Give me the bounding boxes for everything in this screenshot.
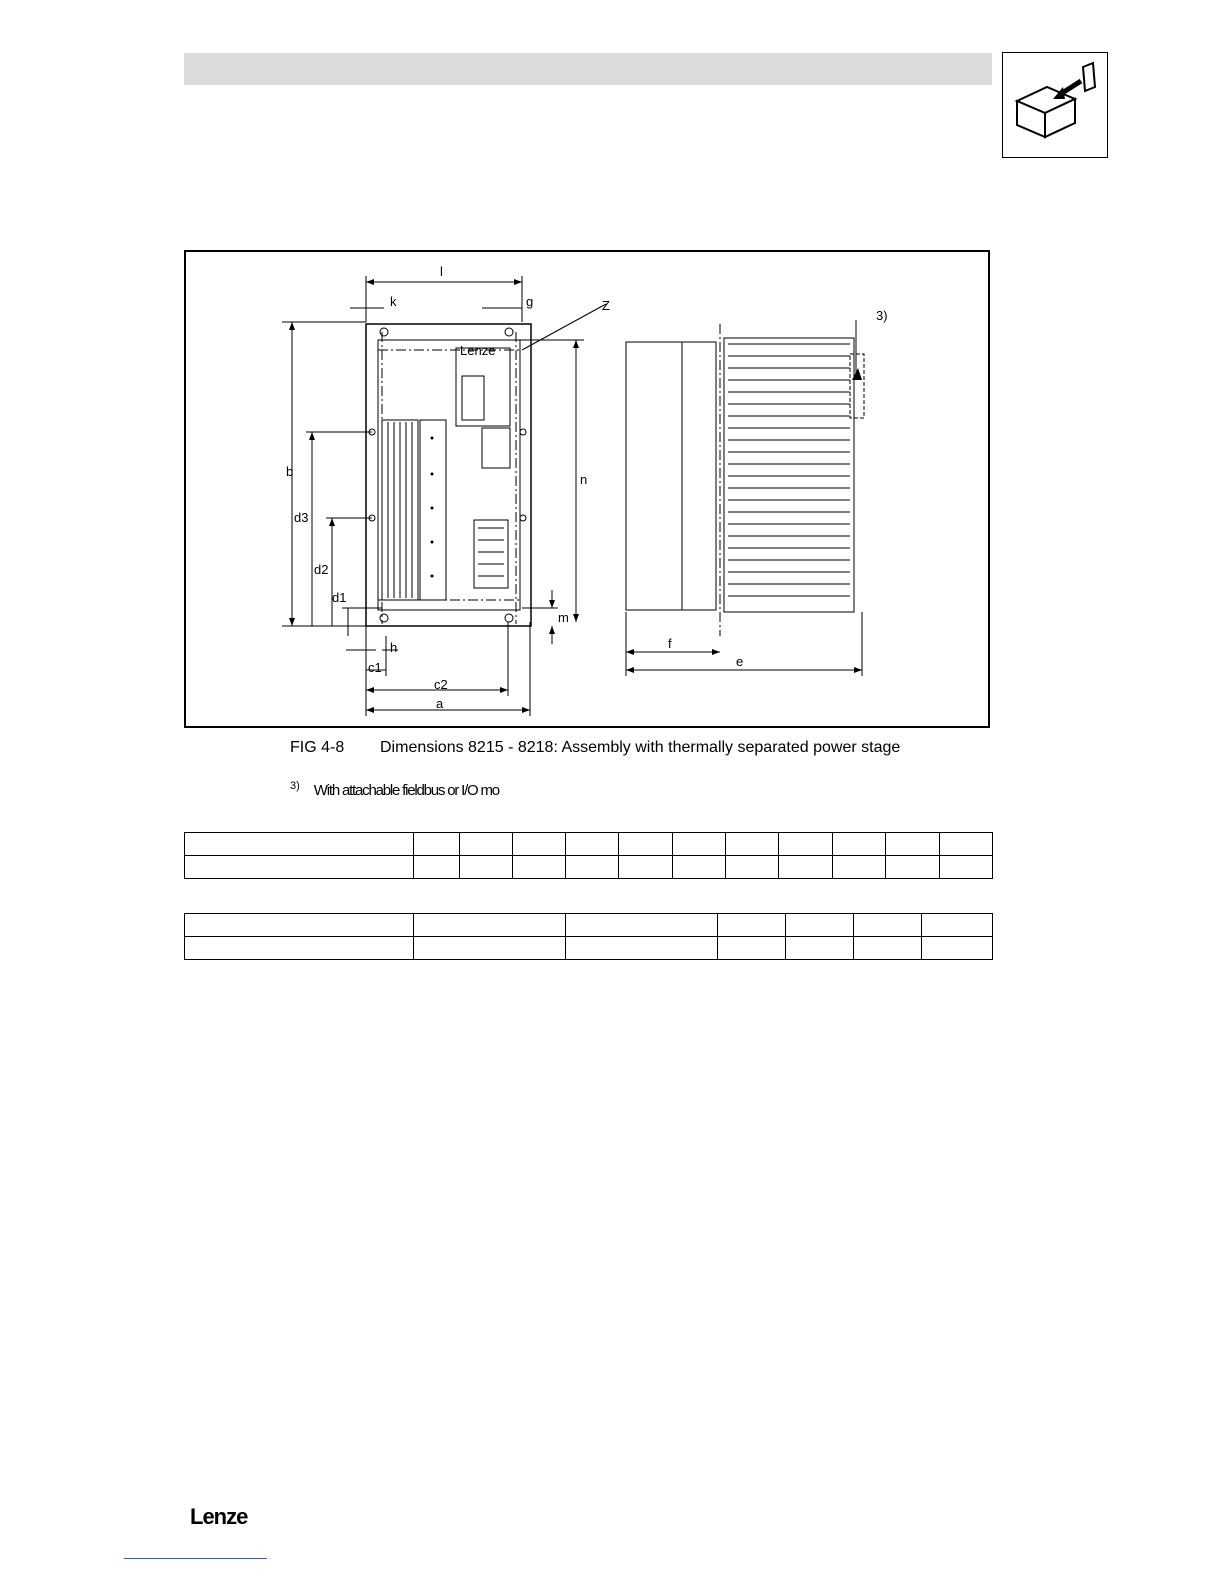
dim-label-z: Z bbox=[602, 298, 610, 313]
footnote-marker: 3) bbox=[290, 780, 300, 792]
dim-label-d2: d2 bbox=[314, 562, 329, 577]
dim-label-l: l bbox=[440, 264, 443, 279]
dim-label-d3: d3 bbox=[294, 510, 309, 525]
dimensions-table-2 bbox=[184, 913, 993, 960]
dimensions-table-1 bbox=[184, 832, 993, 879]
dim-label-c2: c2 bbox=[434, 677, 448, 692]
dim-label-h: h bbox=[390, 640, 398, 655]
figure-number: FIG 4-8 bbox=[290, 739, 345, 756]
dim-label-n: n bbox=[580, 472, 588, 487]
dim-label-k: k bbox=[390, 294, 397, 309]
dim-label-a: a bbox=[436, 696, 444, 711]
lenze-logo: Lenze bbox=[190, 1504, 248, 1529]
footnote-text: With attachable fieldbus or I/O mo bbox=[313, 782, 499, 799]
table-row bbox=[185, 937, 993, 960]
dim-label-note3: 3) bbox=[876, 308, 888, 323]
dimension-drawing bbox=[184, 250, 990, 728]
dim-label-b: b bbox=[286, 464, 294, 479]
figure-title: Dimensions 8215 - 8218: Assembly with thermally separated power stage bbox=[380, 739, 901, 756]
section-header-bar bbox=[184, 53, 992, 85]
dim-label-g: g bbox=[526, 294, 534, 309]
dim-label-d1: d1 bbox=[332, 590, 347, 605]
device-logo: Lenze bbox=[460, 343, 496, 358]
dim-label-f: f bbox=[668, 636, 672, 651]
table-row bbox=[185, 914, 993, 937]
figure-caption bbox=[290, 739, 900, 757]
footnote bbox=[290, 780, 499, 799]
dim-label-m: m bbox=[558, 610, 569, 625]
dim-label-e: e bbox=[736, 654, 744, 669]
table-row bbox=[185, 856, 993, 879]
dim-label-c1: c1 bbox=[368, 660, 382, 675]
installation-icon bbox=[1002, 52, 1108, 158]
table-row bbox=[185, 833, 993, 856]
footer-link-underline bbox=[124, 1558, 267, 1559]
